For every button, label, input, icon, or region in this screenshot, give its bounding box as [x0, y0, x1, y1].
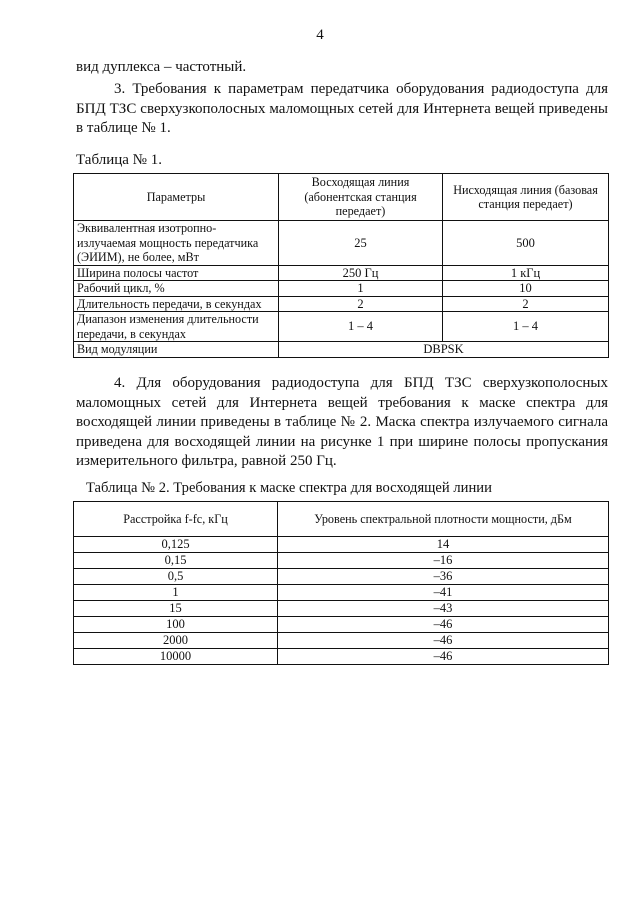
row-param: Рабочий цикл, %: [74, 281, 279, 297]
table-row: [74, 585, 609, 601]
row-downlink-value: 500: [443, 221, 609, 266]
row-level: –41: [278, 585, 609, 601]
row-offset: 1: [74, 585, 278, 601]
row-level: –46: [278, 633, 609, 649]
row-offset: 0,15: [74, 553, 278, 569]
table-header-row: [74, 174, 609, 221]
spectrum-mask-table: [73, 501, 609, 665]
table-row-modulation: [74, 342, 609, 358]
table-row: [74, 537, 609, 553]
row-param: Ширина полосы частот: [74, 265, 279, 281]
table-row: [74, 265, 609, 281]
row-uplink-value: 1 – 4: [279, 312, 443, 342]
row-level: –46: [278, 617, 609, 633]
row-offset: 15: [74, 601, 278, 617]
table-row: [74, 296, 609, 312]
row-uplink-value: 250 Гц: [279, 265, 443, 281]
row-offset: 0,5: [74, 569, 278, 585]
paragraph-duplex: вид дуплекса – частотный.: [76, 59, 247, 75]
table2-caption: Таблица № 2. Требования к маске спектра для восходящей линии: [86, 480, 492, 496]
table-row: [74, 601, 609, 617]
table-row: [74, 649, 609, 665]
row-param: Длительность передачи, в секундах: [74, 296, 279, 312]
table-row: [74, 633, 609, 649]
header-uplink: Восходящая линия (абонентская станция передает): [279, 174, 443, 221]
row-offset: 2000: [74, 633, 278, 649]
table-row: [74, 281, 609, 297]
row-param: Диапазон изменения длительности передачи, в секундах: [74, 312, 279, 342]
table-row: [74, 312, 609, 342]
row-downlink-value: 1 – 4: [443, 312, 609, 342]
row-downlink-value: 10: [443, 281, 609, 297]
row-offset: 10000: [74, 649, 278, 665]
row-param: Эквивалентная изотропно-излучаемая мощность передатчика (ЭИИМ), не более, мВт: [74, 221, 279, 266]
row-offset: 0,125: [74, 537, 278, 553]
table-row: [74, 569, 609, 585]
header-offset: Расстройка f-fc, кГц: [74, 502, 278, 537]
table1-caption: Таблица № 1.: [76, 152, 162, 168]
header-downlink: Нисходящая линия (базовая станция передает): [443, 174, 609, 221]
header-level: Уровень спектральной плотности мощности, дБм: [278, 502, 609, 537]
row-uplink-value: 25: [279, 221, 443, 266]
transmitter-parameters-table: [73, 173, 609, 358]
table-row: [74, 617, 609, 633]
row-level: –43: [278, 601, 609, 617]
row-level: –16: [278, 553, 609, 569]
table-row: [74, 553, 609, 569]
row-downlink-value: 1 кГц: [443, 265, 609, 281]
row-level: –36: [278, 569, 609, 585]
table-row: [74, 221, 609, 266]
row-offset: 100: [74, 617, 278, 633]
row-level: 14: [278, 537, 609, 553]
paragraph-4: 4. Для оборудования радиодоступа для БПД ТЗС сверхузкополосных маломощных сетей для Интернета вещей требования к маске спектра для восходящей линии приведены в таблице № 2. Маска спектра излучаемого сигнала приведена для восходящей линии на рисунке 1 при ширине полосы пропускания измерительного фильтра, равной 250 Гц.: [76, 375, 608, 469]
row-level: –46: [278, 649, 609, 665]
row-param: Вид модуляции: [74, 342, 279, 358]
modulation-value: DBPSK: [279, 342, 609, 358]
page-number: 4: [316, 27, 324, 43]
row-downlink-value: 2: [443, 296, 609, 312]
paragraph-3: 3. Требования к параметрам передатчика оборудования радиодоступа для БПД ТЗС сверхузкополосных маломощных сетей для Интернета вещей приведены в таблице № 1.: [76, 81, 608, 136]
table-header-row: [74, 502, 609, 537]
row-uplink-value: 1: [279, 281, 443, 297]
header-parameters: Параметры: [74, 174, 279, 221]
row-uplink-value: 2: [279, 296, 443, 312]
